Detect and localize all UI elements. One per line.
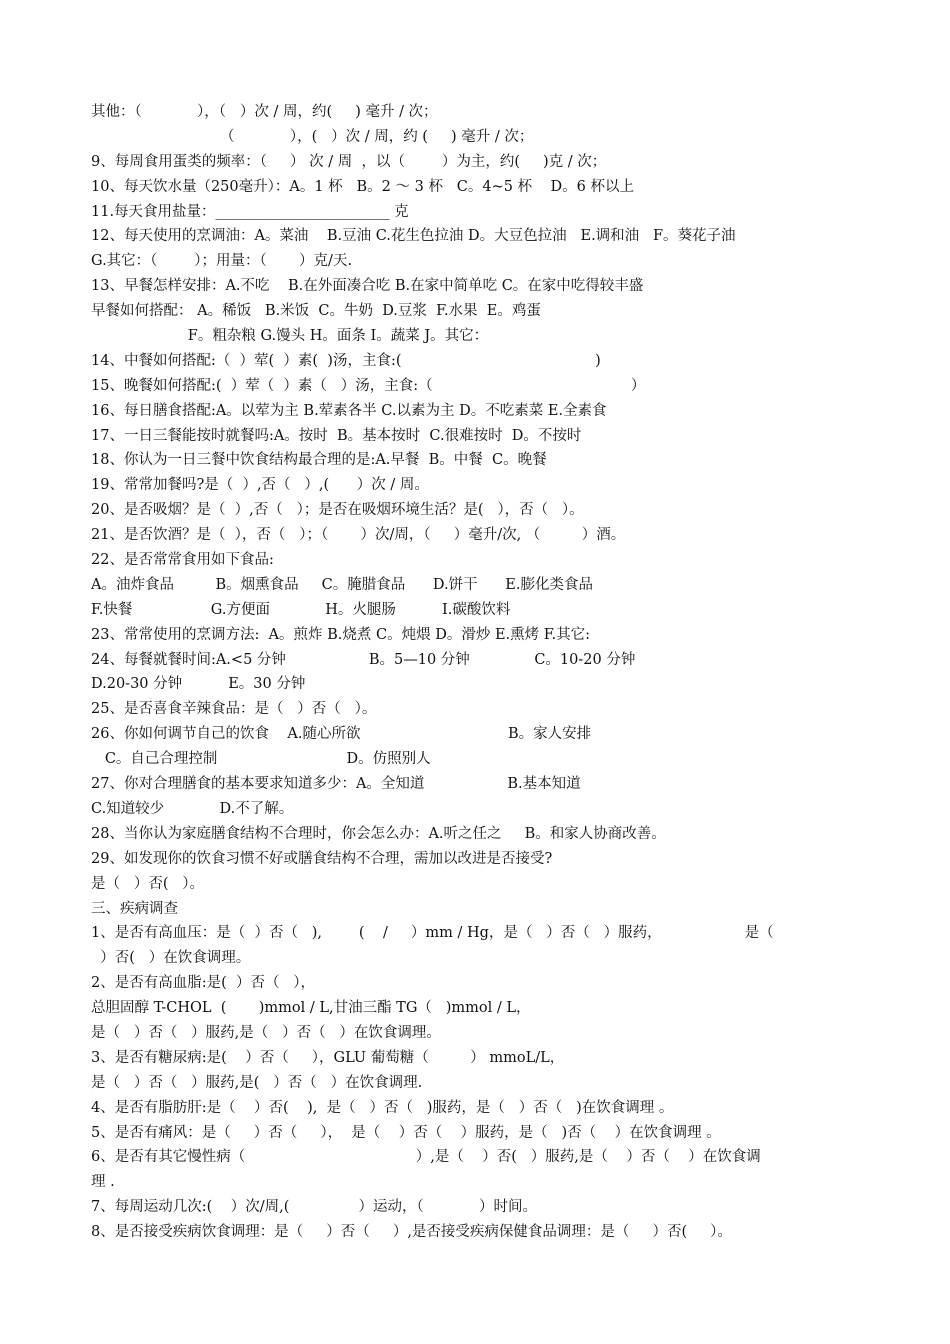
text-line: 三、疾病调查: [91, 900, 178, 917]
text-line: 3、是否有糖尿病:是( ）否（ ），GLU 葡萄糖（ ） mmoL/L，: [91, 1049, 565, 1066]
text-line: 16、每日膳食搭配:A。以荤为主 B.荤素各半 C.以素为主 D。不吃素菜 E.全素食: [91, 402, 607, 419]
text-line: 9、每周食用蛋类的频率：（ ） 次 / 周 ，以（ ）为主，约( )克 / 次；: [91, 153, 607, 170]
text-line: 8、是否接受疾病饮食调理：是（ ）否（ ）,是否接受疾病保健食品调理：是（ ）否( ）。: [91, 1224, 732, 1241]
text-line: 12、每天使用的烹调油：A。菜油 B.豆油 C.花生色拉油 D。大豆色拉油 E.调和油 F。葵花子油: [91, 228, 736, 245]
text-line: 1、是否有高血压：是（ ）否（ ), ( / ）mm / Hg，是（ ）否（ ）服药， 是（: [91, 925, 774, 942]
text-line: 15、晚餐如何搭配:( ）荤（ ）素（ ）汤，主食:（ ）: [91, 377, 646, 394]
text-line: 25、是否喜食辛辣食品：是（ ）否（ ）。: [91, 701, 377, 718]
text-line: 17、一日三餐能按时就餐吗:A。按时 B。基本按时 C.很难按时 D。不按时: [91, 427, 582, 444]
text-line: G.其它：（ ）；用量：（ ）克/天.: [91, 253, 353, 270]
text-line: 早餐如何搭配： A。稀饭 B.米饭 C。牛奶 D.豆浆 F.水果 E。鸡蛋: [91, 303, 541, 320]
text-line: 是（ ）否（ ）服药,是( ）否（ ）在饮食调理.: [91, 1074, 423, 1091]
text-line: 23、常常使用的烹调方法: A。煎炸 B.烧煮 C。炖煨 D。滑炒 E.熏烤 F.其它:: [91, 626, 591, 643]
text-line: 27、你对合理膳食的基本要求知道多少：A。全知道 B.基本知道: [91, 776, 581, 793]
text-line: （ ），( ）次 / 周，约 ( ) 毫升 / 次；: [91, 128, 534, 145]
text-line: 21、是否饮酒？是（ ），否（ ）；（ ）次/周，（ ）毫升/次, （ ）酒。: [91, 527, 626, 544]
text-line: 2、是否有高血脂:是( ）否（ ），: [91, 975, 316, 992]
text-line: 理 .: [91, 1174, 115, 1191]
text-line: 总胆固醇 T-CHOL ( )mmol / L,甘油三酯 TG（ )mmol / L，: [91, 1000, 531, 1017]
text-line: 是（ ）否（ ）服药,是（ ）否（ ）在饮食调理。: [91, 1024, 441, 1041]
text-line: 18、你认为一日三餐中饮食结构最合理的是:A.早餐 B。中餐 C。晚餐: [91, 452, 547, 469]
text-line: 24、每餐就餐时间:A.<5 分钟 B。5—10 分钟 C。10-20 分钟: [91, 651, 636, 668]
text-line: C。自己合理控制 D。仿照别人: [91, 751, 431, 768]
text-line: 4、是否有脂肪肝:是（ ）否( ), 是（ ）否（ )服药，是（ ）否（ )在饮食调理 。: [91, 1099, 674, 1116]
text-line: F.快餐 G.方便面 H。火腿肠 I.碳酸饮料: [91, 601, 511, 618]
text-line: 6、是否有其它慢性病（ ）,是（ ）否( ）服药,是（ ）否（ ）在饮食调: [91, 1149, 761, 1166]
text-line: 10、每天饮水量（250毫升）：A。1 杯 B。2 ～ 3 杯 C。4~5 杯 D。6 杯以上: [91, 178, 634, 195]
text-line: 28、当你认为家庭膳食结构不合理时，你会怎么办：A.听之任之 B。和家人协商改善。: [91, 825, 666, 842]
text-line: 29、如发现你的饮食习惯不好或膳食结构不合理，需加以改进是否接受?: [91, 850, 553, 867]
text-line: 19、常常加餐吗?是（ ）,否（ ）,( ）次 / 周。: [91, 477, 429, 494]
text-line: 是（ ）否( ）。: [91, 875, 205, 892]
text-line: 5、是否有痛风：是（ ）否（ ）， 是（ ）否（ ）服药，是（ )否（ ）在饮食调理 。: [91, 1124, 721, 1141]
text-line: A。油炸食品 B。烟熏食品 C。腌腊食品 D.饼干 E.膨化类食品: [91, 576, 593, 593]
text-line: D.20-30 分钟 E。30 分钟: [91, 676, 306, 693]
text-line: 20、是否吸烟？是（ ）,否（ ）；是否在吸烟环境生活？是( ），否（ ）。: [91, 502, 584, 519]
text-line: 14、中餐如何搭配:（ ）荤( ）素( )汤，主食:( ): [91, 352, 601, 369]
text-line: F。粗杂粮 G.馒头 H。面条 I。蔬菜 J。其它：: [91, 328, 489, 345]
questionnaire-body: [91, 100, 871, 1245]
text-line: 26、你如何调节自己的饮食 A.随心所欲 B。家人安排: [91, 726, 592, 743]
text-line: ）否( ）在饮食调理。: [91, 950, 251, 967]
text-line: 7、每周运动几次:( ）次/周,( ）运动，（ ）时间。: [91, 1199, 538, 1216]
text-line: 13、早餐怎样安排：A.不吃 B.在外面凑合吃 B.在家中简单吃 C。在家中吃得较丰盛: [91, 278, 644, 295]
text-line: C.知道较少 D.不了解。: [91, 800, 294, 817]
text-line: 11.每天食用盐量：________________________ 克: [91, 203, 409, 220]
text-line: 其他：（ ），（ ）次 / 周，约( ) 毫升 / 次；: [91, 104, 438, 120]
text-line: 22、是否常常食用如下食品:: [91, 552, 274, 569]
